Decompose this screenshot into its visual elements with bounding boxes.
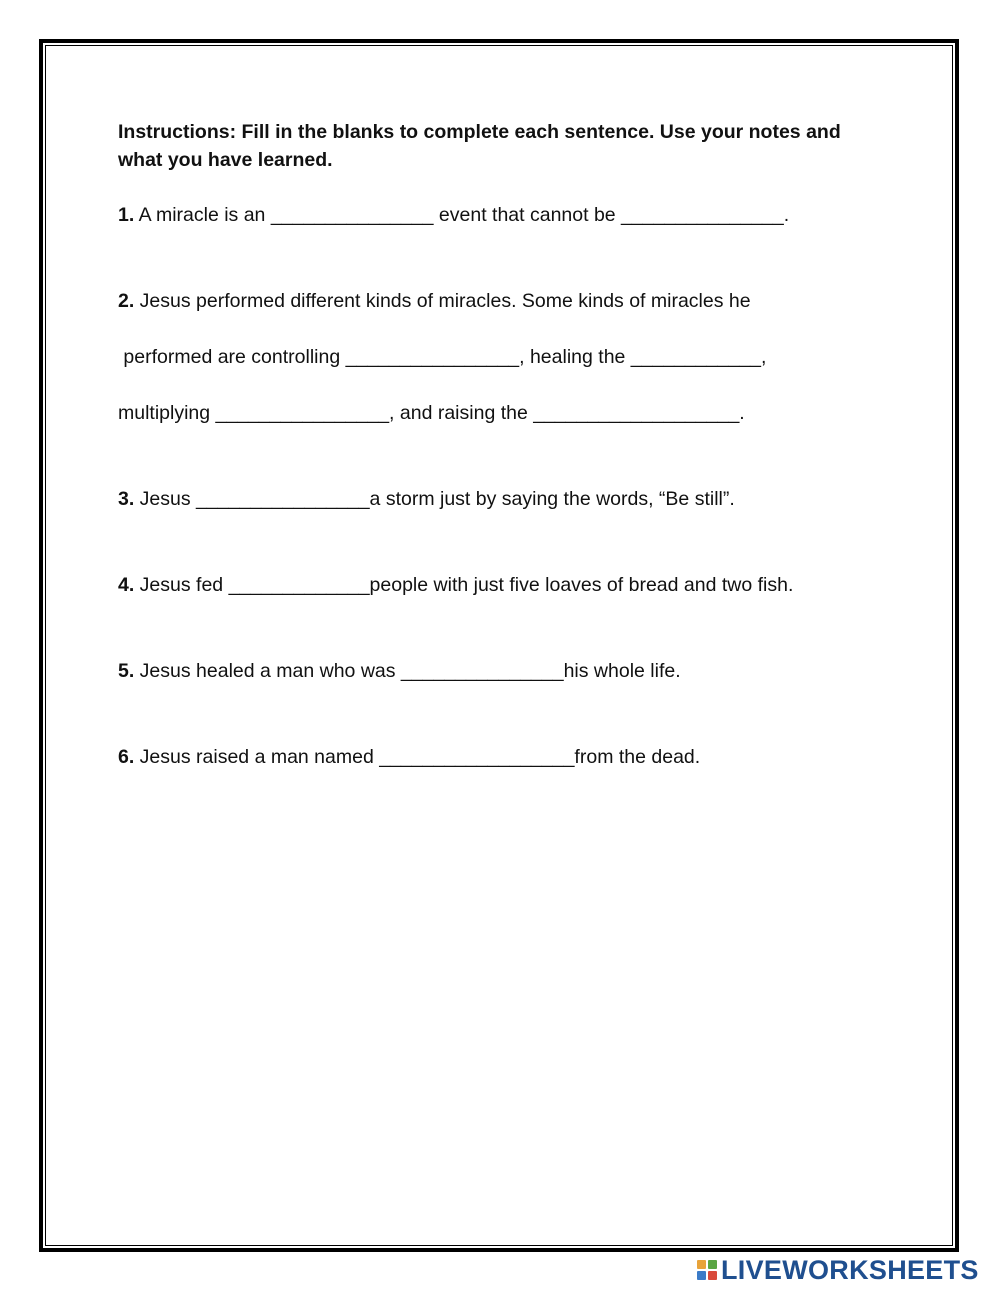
question-2-line-1: [118, 287, 751, 315]
question-text: A miracle is an _______________ event that cannot be _______________.: [134, 204, 790, 226]
question-text: Jesus performed different kinds of miracles. Some kinds of miracles he: [134, 290, 751, 312]
question-number: 2.: [118, 290, 135, 312]
question-number: 4.: [118, 574, 135, 596]
question-5: [118, 657, 681, 685]
question-text: Jesus raised a man named __________________from the dead.: [134, 746, 701, 768]
question-number: 5.: [118, 660, 135, 682]
question-1: [118, 201, 789, 229]
question-text: Jesus fed _____________people with just five loaves of bread and two fish.: [134, 574, 794, 596]
question-6: [118, 743, 700, 771]
question-number: 6.: [118, 746, 135, 768]
question-4: [118, 571, 793, 599]
question-number: 1.: [118, 204, 135, 226]
liveworksheets-logo-text: LIVEWORKSHEETS: [721, 1254, 979, 1285]
question-number: 3.: [118, 488, 135, 510]
liveworksheets-logo-icon: [697, 1260, 717, 1280]
worksheet-content: [118, 118, 878, 174]
question-2-line-2: [118, 343, 766, 371]
liveworksheets-logo[interactable]: [697, 1255, 979, 1285]
question-text: Jesus healed a man who was _______________his whole life.: [134, 660, 681, 682]
question-2-line-3: [118, 399, 745, 427]
question-3: [118, 485, 735, 513]
instructions-text: Instructions: Fill in the blanks to complete each sentence. Use your notes and what you have learned.: [118, 121, 841, 171]
question-text: performed are controlling ________________, healing the ____________,: [118, 346, 767, 368]
question-text: Jesus ________________a storm just by saying the words, “Be still”.: [134, 488, 735, 510]
question-text: multiplying ________________, and raising the ___________________.: [118, 402, 745, 424]
